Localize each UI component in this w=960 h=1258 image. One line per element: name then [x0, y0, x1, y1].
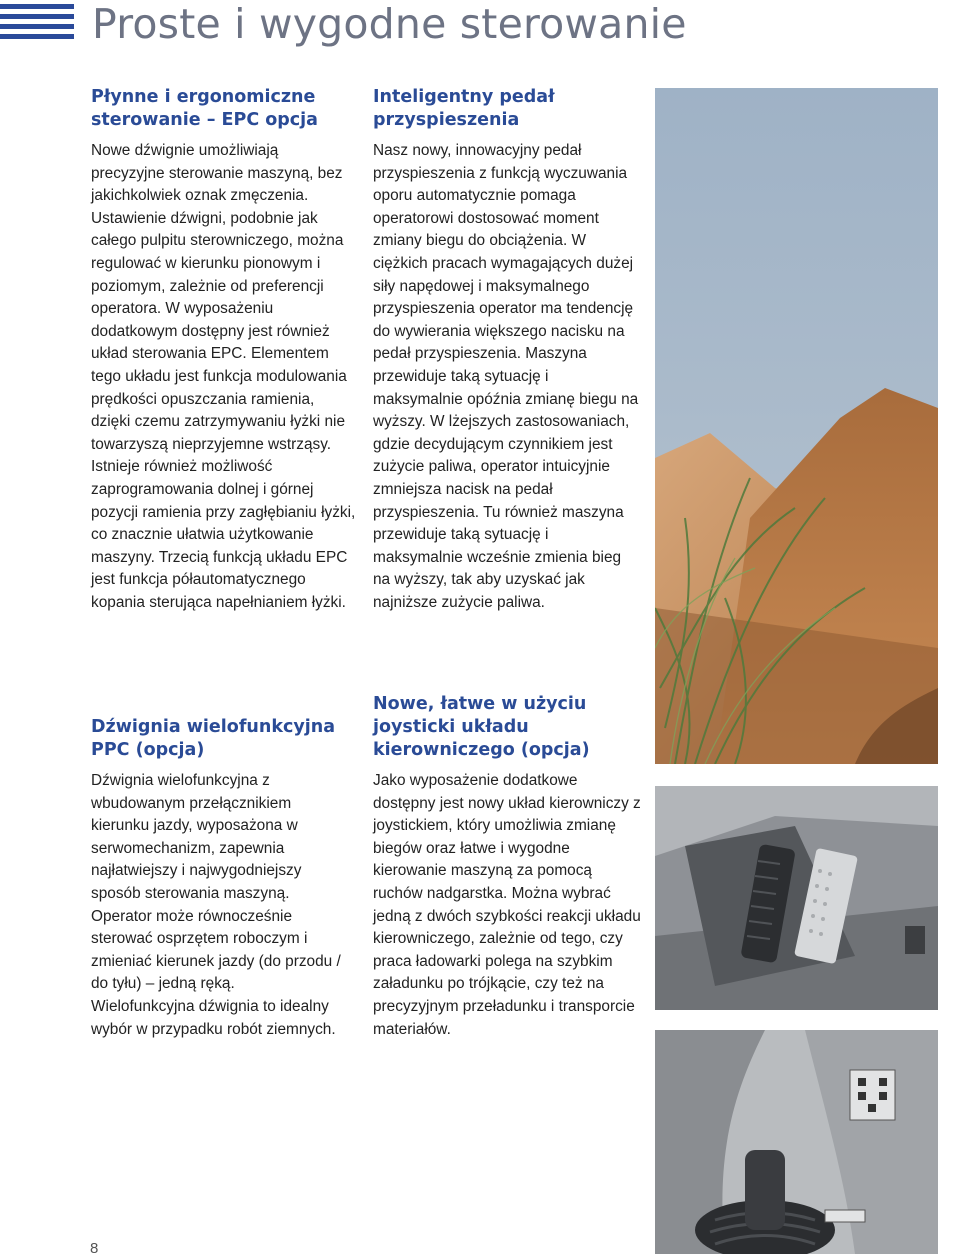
photo-steering-joystick [655, 1030, 938, 1254]
photo-gravel-pile [655, 88, 938, 764]
page-number: 8 [90, 1240, 99, 1257]
header-stripes-decoration [0, 4, 74, 38]
section-ppc-lever [91, 716, 341, 1041]
section-accelerator-pedal [373, 86, 641, 614]
section-body: Dźwignia wielofunkcyjna z wbudowanym przełącznikiem kierunku jazdy, wyposażona w serwomechanizm, zapewnia najłatwiejszy i najwygodniejszy sposób sterowania maszyną. Operator może równocześnie sterować osprzętem roboczym i zmieniać kierunek jazdy (do przodu / do tyłu) – jedną ręką. Wielofunkcyjna dźwignia to idealny wybór w przypadku robót ziemnych. [91, 772, 341, 1038]
section-joystick-steering [373, 693, 641, 1041]
section-heading: Płynne i ergonomiczne sterowanie – EPC opcja [91, 87, 318, 130]
page-title: Proste i wygodne sterowanie [92, 0, 687, 48]
section-heading: Inteligentny pedał przyspieszenia [373, 87, 555, 130]
section-heading: Dźwignia wielofunkcyjna PPC (opcja) [91, 717, 336, 760]
section-body: Nowe dźwignie umożliwiają precyzyjne sterowanie maszyną, bez jakichkolwiek oznak zmęczenia. Ustawienie dźwigni, podobnie jak całego pulpitu sterowniczego, można regulować w kierunku pionowym i poziomym, zależnie od preferencji operatora. W wyposażeniu dodatkowym dostępny jest również układ sterowania EPC. Elementem tego układu jest funkcja modulowania prędkości opuszczania ramienia, dzięki czemu zatrzymywaniu łyżki nie towarzyszą nieprzyjemne wstrząsy. Istnieje również możliwość zaprogramowania dolnej i górnej pozycji ramienia przy zagłębianiu łyżki, co znacznie ułatwia użytkowanie maszyny. Trzecią funkcją układu EPC jest funkcja półautomatycznego kopania sterująca napełnianiem łyżki. [91, 142, 356, 611]
section-heading: Nowe, łatwe w użyciu joysticki układu kierowniczego (opcja) [373, 694, 590, 760]
photo-accelerator-pedal [655, 786, 938, 1010]
section-epc-control [91, 86, 356, 614]
section-body: Jako wyposażenie dodatkowe dostępny jest nowy układ kierowniczy z joystickiem, który umożliwia zmianę biegów oraz łatwe i wygodne kierowanie maszyną za pomocą ruchów nadgarstka. Można wybrać jedną z dwóch szybkości reakcji układu kierowniczego, zależnie od tego, czy praca ładowarki polega na szybkim załadunku po trójkącie, czy też na precyzyjnym przeładunku i transporcie materiałów. [373, 772, 641, 1038]
section-body: Nasz nowy, innowacyjny pedał przyspieszenia z funkcją wyczuwania oporu automatycznie pomaga operatorowi dostosować moment zmiany biegu do obciążenia. W ciężkich pracach wymagających dużej siły napędowej i maksymalnego przyspieszenia operator ma tendencję do wywierania większego nacisku na pedał przyspieszenia. Maszyna przewiduje taką sytuację i maksymalnie opóźnia zmianę biegu na wyższy. W lżejszych zastosowaniach, gdzie decydującym czynnikiem jest zużycie paliwa, operator intuicyjnie zmniejsza nacisk na pedał przyspieszenia. Tu również maszyna przewiduje taką sytuację i maksymalnie wcześnie zmienia bieg na wyższy, tak aby uzyskać jak najniższe zużycie paliwa. [373, 142, 639, 611]
